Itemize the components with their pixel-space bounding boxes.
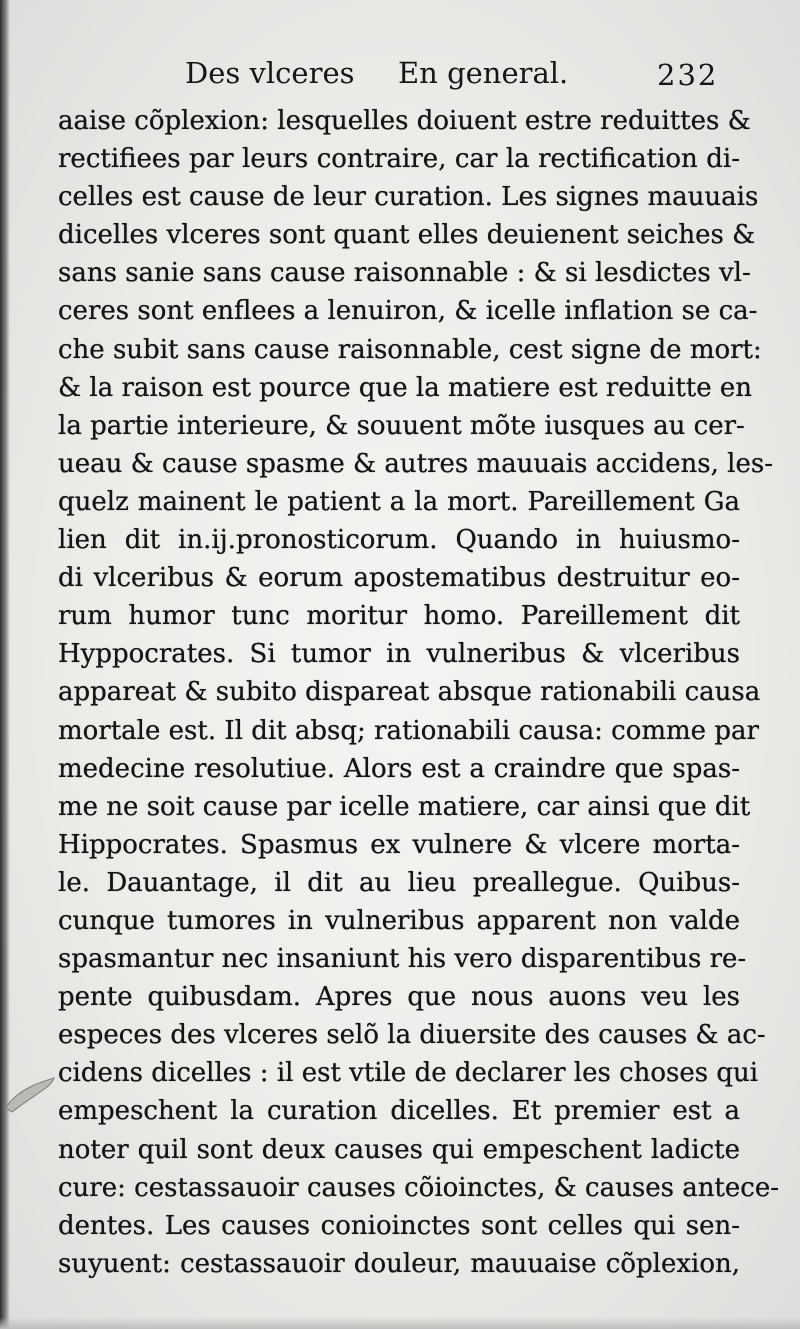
text-line: la partie interieure, & souuent mõte iusques au cer- — [58, 410, 745, 441]
body-text — [40, 102, 780, 1283]
text-line: quelz mainent le patient a la mort. Pareillement Ga — [58, 486, 740, 517]
text-line: celles est cause de leur curation. Les signes mauuais — [58, 182, 759, 213]
text-line: cure: cestassauoir causes cõioinctes, & causes antece- — [58, 1172, 780, 1203]
text-line: suyuent: cestassauoir douleur, mauuaise cõplexion, — [58, 1248, 740, 1279]
running-head-title: Des vlceres — [185, 56, 355, 90]
text-line: medecine resolutiue. Alors est a craindre que spas- — [58, 753, 740, 784]
text-line: ueau & cause spasme & autres mauuais accidens, les- — [58, 448, 773, 479]
text-line: ceres sont enflees a lenuiron, & icelle inflation se ca- — [58, 296, 758, 327]
text-line: especes des vlceres selõ la diuersite des causes & ac- — [58, 1020, 766, 1051]
text-line: dicelles vlceres sont quant elles deuienent seiches & — [58, 220, 756, 251]
text-line: & la raison est pource que la matiere est reduitte en — [58, 372, 753, 403]
text-line: mortale est. Il dit absq; rationabili causa: comme par — [58, 715, 759, 746]
text-line: lien dit in.ij.pronosticorum. Quando in huiusmo- — [58, 525, 740, 556]
running-head — [0, 50, 800, 96]
running-head-subtitle: En general. — [398, 56, 569, 90]
text-line: rum humor tunc moritur homo. Pareillement dit — [58, 601, 740, 632]
text-line: che subit sans cause raisonnable, cest signe de mort: — [58, 334, 762, 365]
text-line: cidens dicelles : il est vtile de declarer les choses qui — [58, 1058, 759, 1089]
ink-blot-mark — [2, 1072, 62, 1116]
text-line: spasmantur nec insaniunt his vero disparentibus re- — [58, 944, 747, 975]
text-line: noter quil sont deux causes qui empeschent ladicte — [58, 1134, 740, 1165]
text-line: di vlceribus & eorum apostematibus destruitur eo- — [58, 563, 740, 594]
text-line: dentes. Les causes conioinctes sont celles qui sen- — [58, 1210, 740, 1241]
page-bottom-shadow — [0, 1317, 800, 1329]
text-line: aaise cõplexion: lesquelles doiuent estre reduittes & — [58, 106, 751, 136]
text-line: Hippocrates. Spasmus ex vulnere & vlcere morta- — [58, 829, 740, 860]
text-line: rectifiees par leurs contraire, car la rectification di- — [58, 144, 740, 175]
page-number: 232 — [657, 58, 719, 92]
text-line: me ne soit cause par icelle matiere, car ainsi que dit — [58, 791, 751, 822]
text-line: appareat & subito dispareat absque rationabili causa — [58, 677, 761, 708]
text-line: Hyppocrates. Si tumor in vulneribus & vlceribus — [58, 639, 740, 670]
text-line: pente quibusdam. Apres que nous auons veu les — [58, 982, 740, 1013]
text-line: sans sanie sans cause raisonnable : & si lesdictes vl- — [58, 258, 751, 289]
page-gutter-shadow — [0, 0, 10, 1329]
text-line: cunque tumores in vulneribus apparent non valde — [58, 905, 740, 936]
text-line: le. Dauantage, il dit au lieu preallegue. Quibus- — [58, 867, 740, 898]
text-line: empeschent la curation dicelles. Et premier est a — [58, 1096, 740, 1127]
